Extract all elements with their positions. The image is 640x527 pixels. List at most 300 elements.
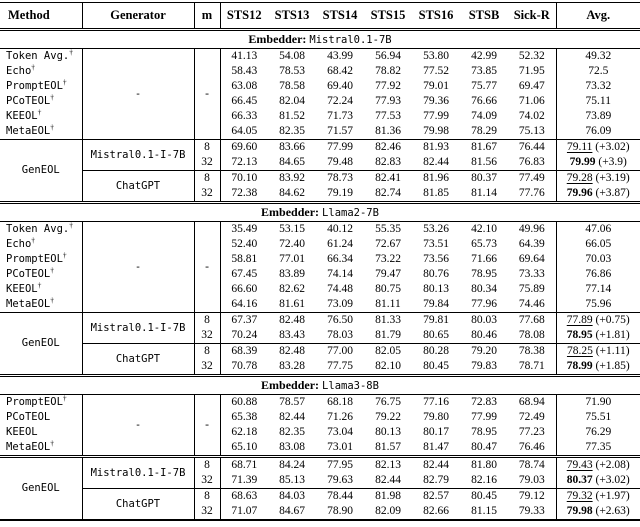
avg-delta: (+3.87) [595, 187, 630, 199]
score-cell: 76.66 [471, 95, 497, 107]
avg-cell: 47.06 [585, 223, 612, 235]
score-cell: 83.43 [279, 329, 305, 341]
score-cell: 84.67 [279, 505, 305, 517]
score-cell: 68.39 [220, 344, 268, 360]
score-cell: 80.45 [460, 489, 508, 505]
results-table [0, 2, 640, 521]
score-cell: 82.35 [279, 125, 305, 137]
score-cell: 56.94 [375, 50, 401, 62]
score-cell: 72.38 [231, 187, 258, 199]
table-row [0, 49, 640, 65]
score-cell: 71.06 [508, 94, 556, 109]
score-cell: 76.46 [508, 440, 556, 457]
table-row [0, 171, 640, 187]
score-cell: 82.35 [279, 426, 305, 438]
score-cell: 81.67 [460, 140, 508, 156]
avg-value: 79.43 [566, 459, 593, 471]
score-cell: 73.33 [508, 267, 556, 282]
score-cell: 72.83 [471, 396, 497, 408]
embedder-label: Embedder: [261, 205, 320, 219]
score-cell: 35.49 [231, 223, 258, 235]
score-cell: 67.37 [220, 313, 268, 329]
score-cell: 73.04 [327, 426, 353, 438]
score-cell: 73.09 [327, 298, 353, 310]
method-cell: MetaEOL† [0, 440, 82, 457]
avg-cell: 77.35 [585, 441, 612, 453]
score-cell: 79.01 [423, 80, 449, 92]
score-cell: 74.14 [327, 268, 353, 280]
score-cell: 82.10 [375, 360, 401, 372]
score-cell: 75.77 [471, 80, 497, 92]
score-cell: 74.02 [508, 109, 556, 124]
avg-cell [556, 473, 640, 489]
score-cell: 77.92 [375, 80, 401, 92]
score-cell: 42.10 [471, 223, 497, 235]
avg-value: 78.99 [566, 360, 593, 372]
m-cell: 32 [194, 473, 220, 489]
score-cell: 81.61 [279, 298, 305, 310]
avg-value: 79.99 [569, 156, 596, 168]
score-cell: 72.49 [508, 410, 556, 425]
method-cell-geneol: GenEOL [0, 457, 82, 521]
table-header [0, 3, 640, 30]
score-cell: 65.73 [471, 238, 497, 250]
score-cell: 64.16 [231, 298, 258, 310]
score-cell: 77.76 [508, 186, 556, 203]
score-cell: 81.79 [375, 329, 401, 341]
score-cell: 52.32 [508, 49, 556, 65]
table-row [0, 489, 640, 505]
score-cell: 64.05 [231, 125, 258, 137]
avg-cell [556, 171, 640, 187]
avg-cell: 73.32 [585, 80, 612, 92]
method-cell-geneol: GenEOL [0, 313, 82, 376]
dagger-icon: † [62, 252, 67, 260]
score-cell: 49.96 [508, 222, 556, 238]
score-cell: 80.13 [423, 283, 449, 295]
avg-cell: 76.09 [585, 125, 612, 137]
score-cell: 70.78 [231, 360, 258, 372]
table-row [0, 457, 640, 474]
method-cell: Echo† [0, 237, 82, 252]
score-cell: 79.20 [460, 344, 508, 360]
embedder-name: Llama2-7B [322, 207, 379, 219]
score-cell: 84.03 [268, 489, 316, 505]
score-cell: 81.57 [375, 441, 401, 453]
score-cell: 73.85 [471, 65, 497, 77]
score-cell: 82.74 [375, 187, 401, 199]
dagger-icon: † [50, 297, 55, 305]
avg-cell: 77.14 [585, 283, 612, 295]
score-cell: 80.45 [423, 360, 449, 372]
avg-cell: 75.51 [585, 411, 612, 423]
score-cell: 76.44 [508, 140, 556, 156]
score-cell: 67.45 [231, 268, 258, 280]
score-cell: 82.44 [279, 411, 305, 423]
score-cell: 83.92 [268, 171, 316, 187]
avg-delta: (+1.81) [595, 329, 630, 341]
dagger-icon: † [37, 109, 42, 117]
score-cell: 78.90 [327, 505, 353, 517]
score-cell: 82.79 [423, 474, 449, 486]
score-cell: 78.73 [316, 171, 364, 187]
score-cell: 64.39 [508, 237, 556, 252]
embedder-name: Mistral0.1-7B [309, 34, 392, 46]
method-cell: Echo† [0, 64, 82, 79]
score-cell: 71.39 [231, 474, 258, 486]
score-cell: 43.99 [327, 50, 353, 62]
dagger-icon: † [62, 79, 67, 87]
score-cell: 83.89 [279, 268, 305, 280]
m-cell: 8 [194, 171, 220, 187]
score-cell: 53.15 [279, 223, 305, 235]
avg-cell: 70.03 [585, 253, 612, 265]
score-cell: 78.74 [508, 457, 556, 474]
method-cell: MetaEOL† [0, 124, 82, 140]
score-cell: 71.95 [508, 64, 556, 79]
avg-value: 78.25 [566, 345, 593, 357]
score-cell: 82.57 [412, 489, 460, 505]
dagger-icon: † [69, 48, 73, 57]
m-cell: 32 [194, 328, 220, 344]
dagger-icon: † [50, 440, 55, 448]
score-cell: 81.14 [471, 187, 497, 199]
score-cell: 72.40 [279, 238, 305, 250]
column-header-m: m [194, 3, 220, 30]
score-cell: 81.98 [364, 489, 412, 505]
embedder-row [0, 30, 640, 49]
avg-cell [556, 328, 640, 344]
score-cell: 80.13 [375, 426, 401, 438]
score-cell: 82.83 [375, 156, 401, 168]
avg-value: 80.37 [566, 474, 593, 486]
score-cell: 82.05 [364, 344, 412, 360]
table-row [0, 395, 640, 411]
m-cell: 32 [194, 504, 220, 520]
m-cell: - [194, 49, 220, 140]
score-cell: 68.94 [508, 395, 556, 411]
score-cell: 71.66 [471, 253, 497, 265]
score-cell: 78.38 [508, 344, 556, 360]
dagger-icon: † [50, 94, 55, 102]
method-cell: MetaEOL† [0, 297, 82, 313]
score-cell: 73.51 [423, 238, 449, 250]
score-cell: 77.01 [279, 253, 305, 265]
method-cell: KEEOL [0, 425, 82, 440]
score-cell: 73.01 [327, 441, 353, 453]
score-cell: 79.33 [508, 504, 556, 520]
score-cell: 78.03 [327, 329, 353, 341]
method-cell: PCoTEOL† [0, 267, 82, 282]
avg-delta: (+3.02) [595, 474, 630, 486]
m-cell: 32 [194, 359, 220, 376]
score-cell: 79.63 [327, 474, 353, 486]
score-cell: 77.95 [316, 457, 364, 474]
score-cell: 78.71 [508, 359, 556, 376]
table-row [0, 344, 640, 360]
score-cell: 63.08 [231, 80, 258, 92]
avg-cell [556, 504, 640, 520]
score-cell: 71.57 [327, 125, 353, 137]
score-cell: 66.45 [231, 95, 258, 107]
column-header-sts12: STS12 [220, 3, 268, 30]
score-cell: 74.09 [471, 110, 497, 122]
score-cell: 83.08 [279, 441, 305, 453]
generator-cell: ChatGPT [82, 489, 194, 521]
column-header-sts16: STS16 [412, 3, 460, 30]
method-cell: PCoTEOL [0, 410, 82, 425]
score-cell: 82.48 [268, 344, 316, 360]
score-cell: 78.53 [279, 65, 305, 77]
score-cell: 76.75 [375, 396, 401, 408]
score-cell: 42.99 [471, 50, 497, 62]
score-cell: 77.53 [375, 110, 401, 122]
score-cell: 61.24 [327, 238, 353, 250]
score-cell: 77.52 [423, 65, 449, 77]
generator-cell: - [82, 49, 194, 140]
generator-cell: Mistral0.1-I-7B [82, 457, 194, 489]
score-cell: 77.75 [327, 360, 353, 372]
score-cell: 82.62 [279, 283, 305, 295]
score-cell: 78.44 [316, 489, 364, 505]
score-cell: 79.48 [327, 156, 353, 168]
score-cell: 69.60 [220, 140, 268, 156]
method-cell: PromptEOL† [0, 252, 82, 267]
score-cell: 77.00 [316, 344, 364, 360]
score-cell: 70.24 [231, 329, 258, 341]
embedder-cell [0, 376, 640, 395]
score-cell: 78.58 [279, 80, 305, 92]
embedder-label: Embedder: [248, 32, 307, 46]
score-cell: 70.10 [220, 171, 268, 187]
score-cell: 82.66 [423, 505, 449, 517]
score-cell: 58.43 [231, 65, 258, 77]
method-cell: Token Avg.† [0, 49, 82, 65]
score-cell: 65.38 [231, 411, 258, 423]
score-cell: 78.57 [279, 396, 305, 408]
avg-value: 79.32 [566, 490, 593, 502]
avg-cell: 71.90 [585, 396, 612, 408]
score-cell: 82.09 [375, 505, 401, 517]
score-cell: 81.33 [364, 313, 412, 329]
score-cell: 80.34 [471, 283, 497, 295]
score-cell: 79.03 [508, 473, 556, 489]
score-cell: 77.93 [375, 95, 401, 107]
avg-cell: 76.29 [585, 426, 612, 438]
score-cell: 68.63 [220, 489, 268, 505]
dagger-icon: † [31, 237, 36, 245]
score-cell: 73.56 [423, 253, 449, 265]
score-cell: 84.24 [268, 457, 316, 474]
dagger-icon: † [50, 124, 55, 132]
score-cell: 66.60 [231, 283, 258, 295]
score-cell: 81.93 [412, 140, 460, 156]
score-cell: 80.47 [471, 441, 497, 453]
embedder-label: Embedder: [261, 378, 320, 392]
score-cell: 81.85 [423, 187, 449, 199]
table-row [0, 140, 640, 156]
avg-delta: (+2.63) [595, 505, 630, 517]
avg-cell: 72.5 [588, 65, 609, 77]
method-cell: KEEOL† [0, 109, 82, 124]
score-cell: 79.47 [375, 268, 401, 280]
score-cell: 82.04 [279, 95, 305, 107]
score-cell: 85.13 [279, 474, 305, 486]
score-cell: 69.64 [508, 252, 556, 267]
score-cell: 65.10 [231, 441, 258, 453]
score-cell: 81.96 [412, 171, 460, 187]
method-cell-geneol: GenEOL [0, 140, 82, 203]
generator-cell: Mistral0.1-I-7B [82, 313, 194, 344]
score-cell: 82.44 [375, 474, 401, 486]
avg-cell [556, 344, 640, 360]
score-cell: 82.16 [471, 474, 497, 486]
table-row [0, 313, 640, 329]
m-cell: 32 [194, 186, 220, 203]
score-cell: 54.08 [279, 50, 305, 62]
avg-cell: 75.11 [585, 95, 611, 107]
score-cell: 79.81 [412, 313, 460, 329]
avg-cell [556, 155, 640, 171]
score-cell: 80.65 [423, 329, 449, 341]
avg-delta: (+0.75) [595, 314, 630, 326]
m-cell: - [194, 222, 220, 313]
score-cell: 53.26 [423, 223, 449, 235]
score-cell: 58.81 [231, 253, 258, 265]
score-cell: 41.13 [231, 50, 258, 62]
score-cell: 60.88 [231, 396, 258, 408]
score-cell: 81.11 [375, 298, 401, 310]
generator-cell: Mistral0.1-I-7B [82, 140, 194, 171]
generator-cell: - [82, 395, 194, 457]
generator-cell: ChatGPT [82, 344, 194, 376]
column-header-method: Method [0, 3, 82, 30]
score-cell: 77.99 [423, 110, 449, 122]
avg-cell [556, 313, 640, 329]
m-cell: 8 [194, 457, 220, 474]
score-cell: 66.33 [231, 110, 258, 122]
method-cell: PCoTEOL† [0, 94, 82, 109]
score-cell: 69.47 [508, 79, 556, 94]
score-cell: 52.40 [231, 238, 258, 250]
embedder-row [0, 203, 640, 222]
score-cell: 62.18 [231, 426, 258, 438]
score-cell: 77.23 [508, 425, 556, 440]
score-cell: 83.66 [268, 140, 316, 156]
method-cell: Token Avg.† [0, 222, 82, 238]
m-cell: 8 [194, 313, 220, 329]
embedder-cell [0, 203, 640, 222]
avg-cell [556, 457, 640, 474]
score-cell: 68.71 [220, 457, 268, 474]
score-cell: 84.65 [279, 156, 305, 168]
avg-cell: 66.05 [585, 238, 612, 250]
dagger-icon: † [62, 394, 67, 403]
embedder-row [0, 376, 640, 395]
method-cell: PromptEOL† [0, 79, 82, 94]
score-cell: 79.19 [327, 187, 353, 199]
m-cell: 32 [194, 155, 220, 171]
score-cell: 78.95 [471, 426, 497, 438]
method-cell: PromptEOL† [0, 395, 82, 411]
score-cell: 79.98 [423, 125, 449, 137]
column-header-sick-r: Sick-R [508, 3, 556, 30]
score-cell: 71.73 [327, 110, 353, 122]
dagger-icon: † [50, 267, 55, 275]
avg-cell: 75.96 [585, 298, 612, 310]
header-row [0, 3, 640, 30]
score-cell: 80.37 [460, 171, 508, 187]
avg-cell [556, 489, 640, 505]
score-cell: 76.83 [508, 155, 556, 171]
score-cell: 77.99 [471, 411, 497, 423]
avg-cell: 76.86 [585, 268, 612, 280]
score-cell: 77.68 [508, 313, 556, 329]
score-cell: 79.84 [423, 298, 449, 310]
m-cell: 8 [194, 489, 220, 505]
score-cell: 79.22 [375, 411, 401, 423]
score-cell: 79.83 [471, 360, 497, 372]
avg-delta: (+2.08) [595, 459, 630, 471]
score-cell: 75.13 [508, 124, 556, 140]
avg-value: 77.89 [566, 314, 593, 326]
table-body [0, 30, 640, 521]
dagger-icon: † [37, 282, 42, 290]
score-cell: 72.67 [375, 238, 401, 250]
score-cell: 76.50 [316, 313, 364, 329]
method-cell: KEEOL† [0, 282, 82, 297]
score-cell: 80.17 [423, 426, 449, 438]
score-cell: 78.08 [508, 328, 556, 344]
score-cell: 77.96 [471, 298, 497, 310]
score-cell: 71.26 [327, 411, 353, 423]
score-cell: 78.29 [471, 125, 497, 137]
m-cell: 8 [194, 344, 220, 360]
score-cell: 82.46 [364, 140, 412, 156]
score-cell: 74.46 [508, 297, 556, 313]
generator-cell: ChatGPT [82, 171, 194, 203]
avg-value: 78.95 [566, 329, 593, 341]
score-cell: 81.15 [471, 505, 497, 517]
score-cell: 82.48 [268, 313, 316, 329]
avg-value: 79.98 [566, 505, 593, 517]
column-header-stsb: STSB [460, 3, 508, 30]
score-cell: 79.80 [423, 411, 449, 423]
score-cell: 81.80 [460, 457, 508, 474]
score-cell: 77.16 [423, 396, 449, 408]
embedder-cell [0, 30, 640, 49]
score-cell: 69.40 [327, 80, 353, 92]
score-cell: 81.47 [423, 441, 449, 453]
avg-cell: 73.89 [585, 110, 612, 122]
avg-value: 79.28 [566, 172, 593, 184]
column-header-avg-: Avg. [556, 3, 640, 30]
score-cell: 80.76 [423, 268, 449, 280]
score-cell: 80.03 [460, 313, 508, 329]
avg-value: 79.96 [566, 187, 593, 199]
embedder-name: Llama3-8B [322, 380, 379, 392]
generator-cell: - [82, 222, 194, 313]
column-header-sts14: STS14 [316, 3, 364, 30]
avg-delta: (+3.19) [595, 172, 630, 184]
score-cell: 53.80 [423, 50, 449, 62]
column-header-sts13: STS13 [268, 3, 316, 30]
avg-cell: 49.32 [585, 50, 612, 62]
score-cell: 80.28 [412, 344, 460, 360]
m-cell: - [194, 395, 220, 457]
score-cell: 75.89 [508, 282, 556, 297]
score-cell: 72.24 [327, 95, 353, 107]
